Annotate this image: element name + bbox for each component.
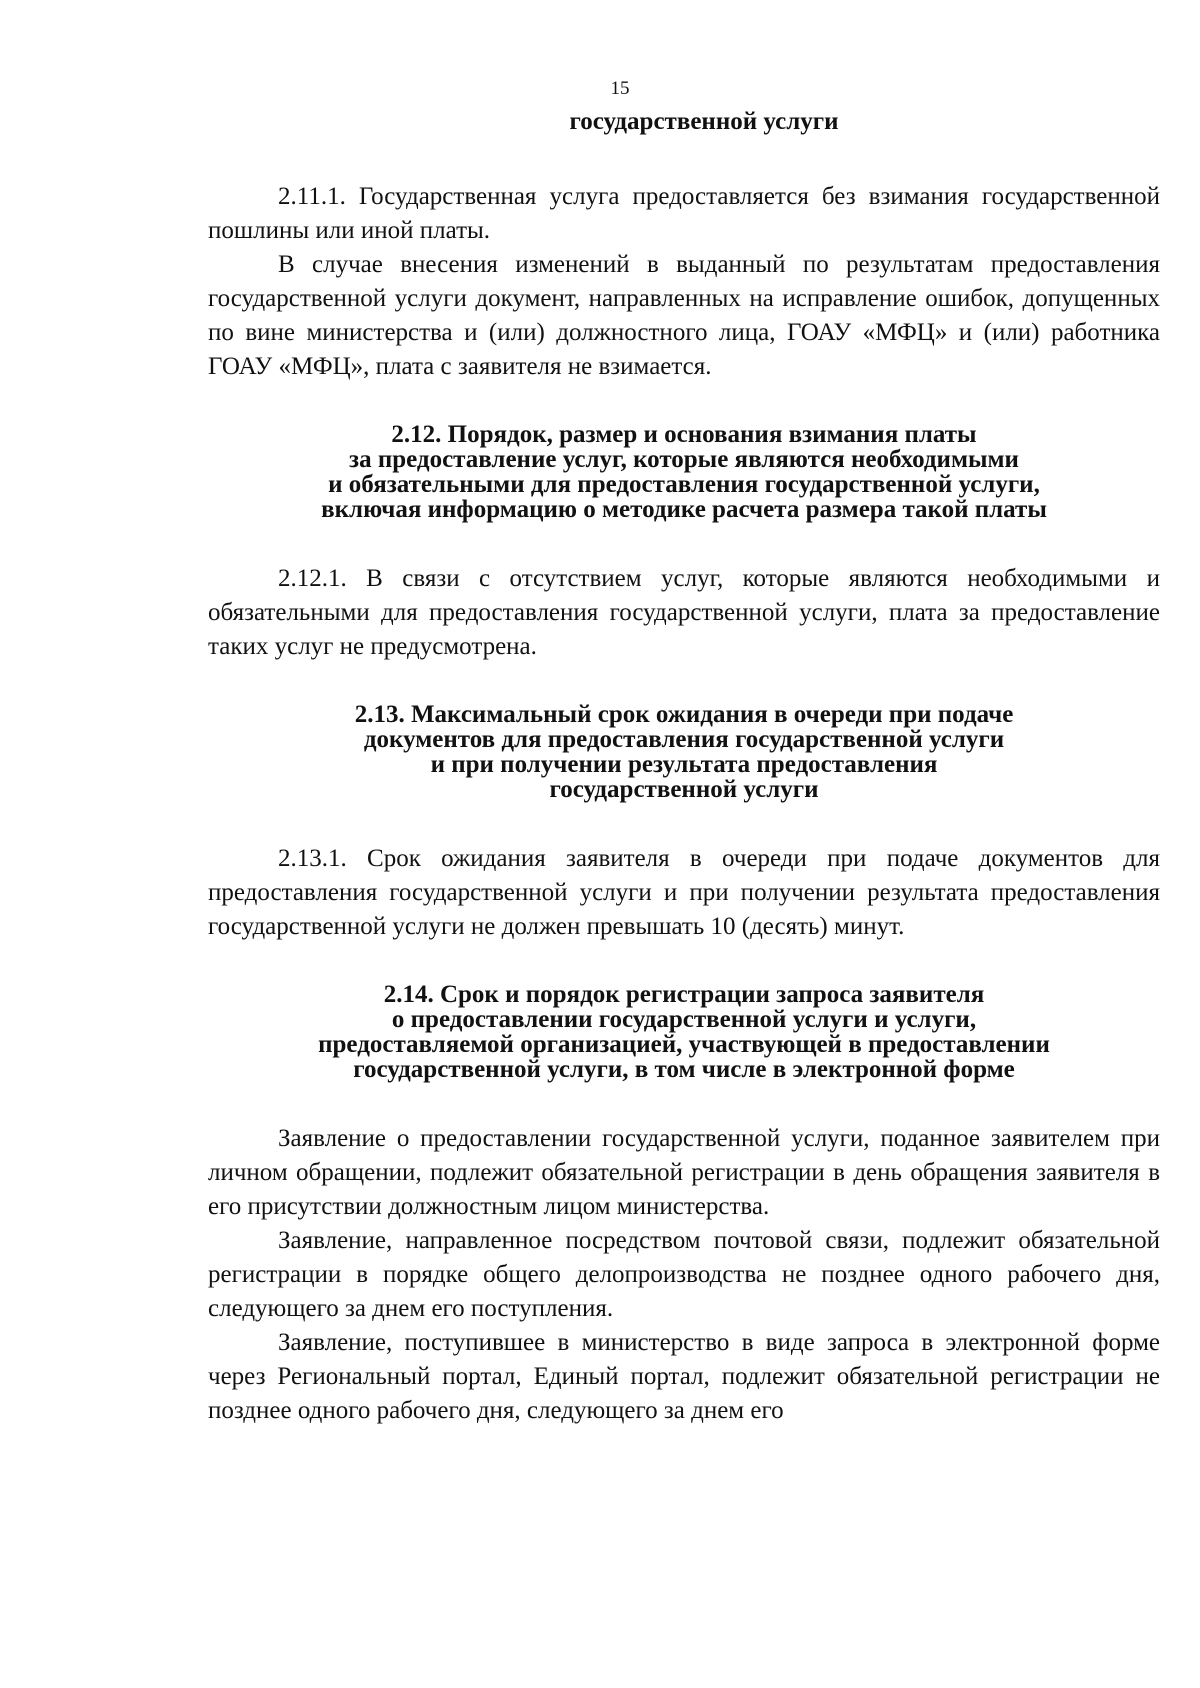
paragraph-2-11-1: 2.11.1. Государственная услуга предоставляется без взимания государственной пошлины или иной платы. (208, 183, 1160, 244)
heading-line: и обязательными для предоставления государственной услуги, (328, 471, 1040, 498)
section-heading-2-12 (208, 422, 1160, 522)
paragraph-2-12-1: 2.12.1. В связи с отсутствием услуг, которые являются необходимыми и обязательными для предоставления государственной услуги, плата за предоставление таких услуг не предусмотрена. (208, 565, 1160, 660)
document-body (208, 108, 1160, 1428)
page-number: 15 (610, 78, 630, 99)
heading-line: за предоставление услуг, которые являются необходимыми (349, 446, 1019, 473)
section-heading-2-13 (208, 702, 1160, 802)
paragraph-2-14-postal-application: Заявление, направленное посредством почтовой связи, подлежит обязательной регистрации в порядке общего делопроизводства не позднее одного рабочего дня, следующего за днем его поступления. (208, 1227, 1160, 1322)
paragraph-2-14-personal-application: Заявление о предоставлении государственной услуги, поданное заявителем при личном обращении, подлежит обязательной регистрации в день обращения заявителя в его присутствии должностным лицом министерства. (208, 1125, 1160, 1220)
paragraph-2-11-1-fee-exemption: В случае внесения изменений в выданный по результатам предоставления государственной услуги документ, направленных на исправление ошибок, допущенных по вине министерства и (или) должностного лица, ГОАУ «МФЦ» и (или) работника ГОАУ «МФЦ», плата с заявителя не взимается. (208, 251, 1160, 380)
paragraph-2-13-1: 2.13.1. Срок ожидания заявителя в очереди при подаче документов для предоставления государственной услуги и при получении результата предоставления государственной услуги не должен превышать 10 (десять) минут. (208, 845, 1160, 940)
heading-line: 2.12. Порядок, размер и основания взимания платы (391, 421, 977, 448)
heading-line: предоставляемой организацией, участвующей в предоставлении (318, 1031, 1050, 1058)
heading-line: о предоставлении государственной услуги и услуги, (391, 1006, 977, 1033)
continued-section-heading: государственной услуги (569, 108, 839, 135)
heading-line: государственной услуги, в том числе в электронной форме (353, 1056, 1015, 1083)
heading-line: 2.13. Максимальный срок ожидания в очереди при подаче (354, 701, 1014, 728)
section-heading-2-14 (208, 982, 1160, 1082)
heading-line: документов для предоставления государственной услуги (363, 726, 1005, 753)
heading-line: 2.14. Срок и порядок регистрации запроса заявителя (383, 981, 985, 1008)
heading-line: включая информацию о методике расчета размера такой платы (321, 496, 1047, 523)
paragraph-2-14-electronic-application: Заявление, поступившее в министерство в виде запроса в электронной форме через Региональный портал, Единый портал, подлежит обязательной регистрации не позднее одного рабочего дня, следующего за днем его (208, 1329, 1160, 1424)
heading-line: государственной услуги (549, 776, 819, 803)
heading-line: и при получении результата предоставления (430, 751, 938, 778)
